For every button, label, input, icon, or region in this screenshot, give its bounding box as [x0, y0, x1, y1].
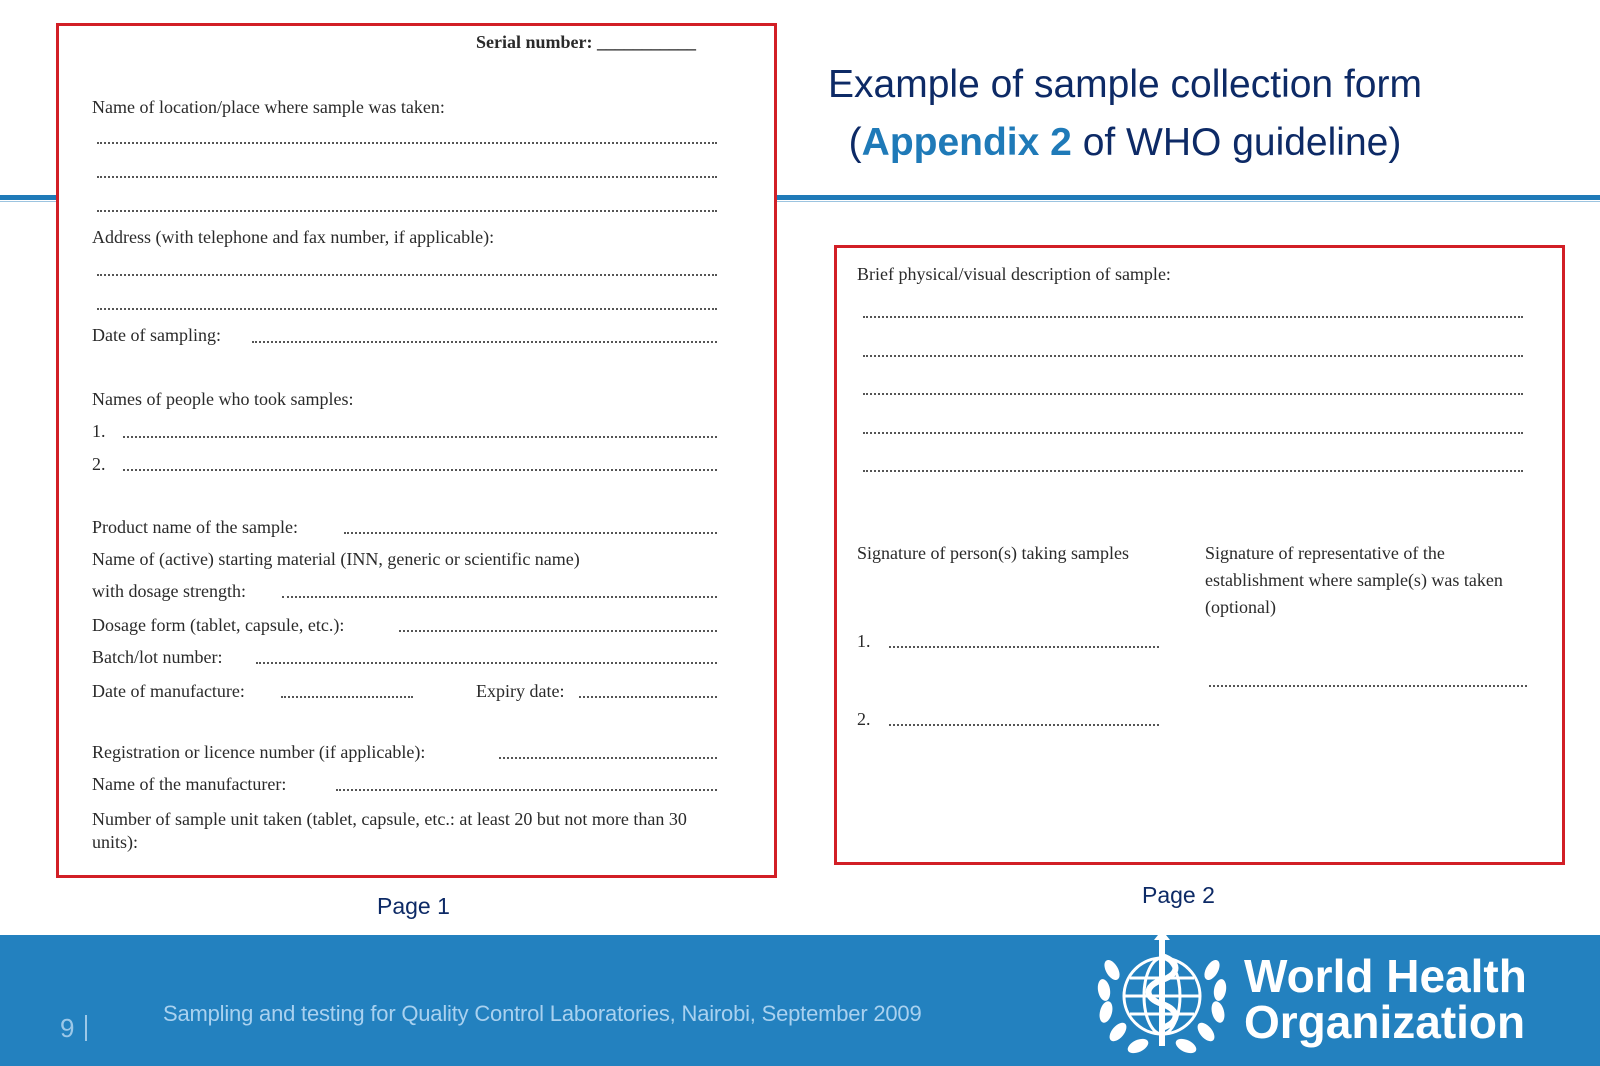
dotted-line	[97, 210, 717, 212]
dotted-line	[252, 341, 717, 343]
dosage-strength-label: with dosage strength:	[92, 581, 246, 601]
signature-representative-label: Signature of representative of the establishment where sample(s) was taken (optional)	[1205, 543, 1503, 617]
address-label: Address (with telephone and fax number, if applicable):	[92, 227, 495, 247]
dotted-line	[889, 724, 1159, 726]
people-number-1: 1.	[92, 421, 106, 441]
title-line-2: (Appendix 2 of WHO guideline)	[848, 121, 1402, 164]
product-name-label: Product name of the sample:	[92, 517, 298, 537]
description-label: Brief physical/visual description of sample:	[857, 264, 1171, 284]
people-number-2: 2.	[92, 454, 106, 474]
dotted-line	[97, 142, 717, 144]
people-label: Names of people who took samples:	[92, 389, 354, 409]
dotted-line	[123, 469, 717, 471]
organization-name: World Health Organization	[1244, 950, 1527, 1048]
dotted-line	[863, 470, 1523, 472]
dotted-line	[863, 355, 1523, 357]
location-label: Name of location/place where sample was taken:	[92, 97, 445, 117]
caption-page-1: Page 1	[377, 893, 450, 919]
page-number-divider	[85, 1015, 87, 1041]
dotted-line	[863, 432, 1523, 434]
registration-label: Registration or licence number (if applicable):	[92, 742, 426, 762]
dotted-line	[256, 662, 717, 664]
manufacture-date-label: Date of manufacture:	[92, 681, 245, 701]
dotted-line	[1209, 685, 1527, 687]
date-sampling-label: Date of sampling:	[92, 325, 221, 345]
signature-number-1: 1.	[857, 631, 871, 651]
caption-page-2: Page 2	[1142, 882, 1215, 908]
starting-material-label: Name of (active) starting material (INN, generic or scientific name)	[92, 549, 580, 569]
slide-title	[820, 56, 1430, 172]
dotted-line	[863, 393, 1523, 395]
dotted-line	[889, 646, 1159, 648]
page-number: 9	[60, 1013, 75, 1043]
dosage-form-label: Dosage form (tablet, capsule, etc.):	[92, 615, 345, 635]
batch-label: Batch/lot number:	[92, 647, 223, 667]
dotted-line	[97, 308, 717, 310]
signature-person-label: Signature of person(s) taking samples	[857, 543, 1129, 563]
dotted-line	[281, 696, 413, 698]
serial-number-label: Serial number: ___________	[476, 32, 696, 52]
sample-units-label: Number of sample unit taken (tablet, capsule, etc.: at least 20 but not more than 30 units):	[92, 809, 687, 852]
dotted-line	[282, 596, 717, 598]
dotted-line	[499, 757, 717, 759]
who-emblem-icon	[1088, 930, 1236, 1058]
footer-bar	[0, 935, 1600, 1066]
dotted-line	[123, 436, 717, 438]
title-line-1: Example of sample collection form	[828, 63, 1422, 106]
appendix-highlight: Appendix 2	[861, 121, 1072, 164]
expiry-date-label: Expiry date:	[476, 681, 565, 701]
dotted-line	[399, 630, 717, 632]
dotted-line	[97, 176, 717, 178]
dotted-line	[579, 696, 717, 698]
dotted-line	[97, 274, 717, 276]
footer-text: Sampling and testing for Quality Control Laboratories, Nairobi, September 2009	[163, 1001, 922, 1026]
manufacturer-label: Name of the manufacturer:	[92, 774, 287, 794]
dotted-line	[344, 532, 717, 534]
signature-number-2: 2.	[857, 709, 871, 729]
form-page-2	[834, 245, 1565, 865]
form-page-1	[56, 23, 777, 878]
dotted-line	[336, 789, 717, 791]
dotted-line	[863, 316, 1523, 318]
